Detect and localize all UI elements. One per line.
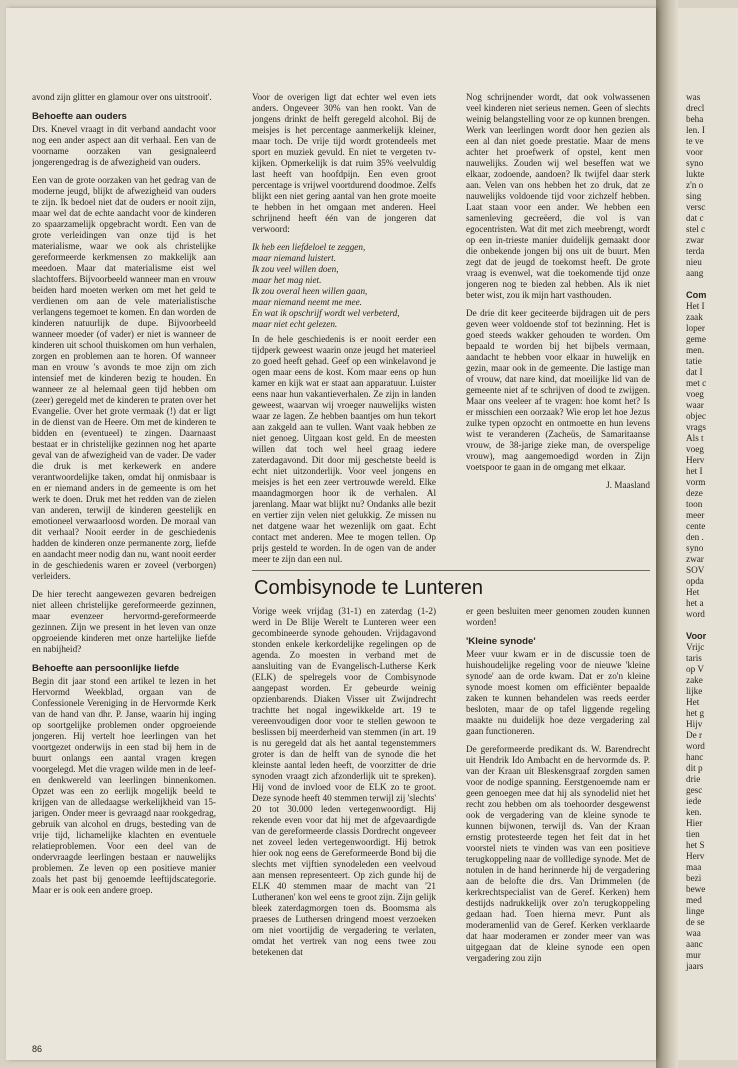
poem-line: Ik heb een liefdeloel te zeggen,: [252, 242, 366, 252]
paragraph: Drs. Knevel vraagt in dit verband aandacht voor nog een ander aspect aan dit verhaal. Een van de voorname oorzaken van gesignaleerd jongerengedrag is de afwezigheid van ouders.: [32, 124, 216, 167]
text-fragment: iede: [686, 796, 702, 806]
article-title: Combisynode te Lunteren: [254, 577, 484, 599]
text-fragment: tatie: [686, 356, 702, 366]
text-fragment: med: [686, 895, 702, 905]
text-fragment: Voor: [686, 631, 707, 641]
text-fragment: voeg: [686, 444, 704, 454]
section-heading: 'Kleine synode': [466, 636, 536, 647]
text-fragment: meer: [686, 510, 705, 520]
text-fragment: word: [686, 609, 705, 619]
text-fragment: deze: [686, 488, 703, 498]
poem-line: maar niemand luistert.: [252, 253, 336, 263]
text-fragment: zwar: [686, 235, 704, 245]
text-fragment: De r: [686, 730, 703, 740]
paragraph: avond zijn glitter en glamour over ons uitstrooit'.: [32, 92, 212, 102]
text-fragment: SOV: [686, 565, 705, 575]
text-fragment: den .: [686, 532, 704, 542]
text-fragment: dit p: [686, 763, 703, 773]
paragraph: er geen besluiten meer genomen zouden kunnen worden!: [466, 606, 650, 627]
text-fragment: jaars: [686, 961, 704, 971]
text-fragment: word: [686, 741, 705, 751]
text-fragment: was: [686, 92, 701, 102]
text-fragment: cente: [686, 521, 706, 531]
text-fragment: terda: [686, 246, 705, 256]
paragraph: Vorige week vrijdag (31-1) en zaterdag (1-2) werd in De Blije Werelt te Lunteren weer een gecombineerde synode gehouden. Vrijdagavond stonden enkele kerkordelijke regelingen op de agenda. Zo moesten in verband met de aansluiting van de Evangelisch-Lutherse Kerk (ELK) de spelregels voor de Combisynode aangepast worden. Er gebeurde weinig opzienbarends. Diaken Visser uit Zwijndrecht trachtte het nogal ingewikkelde art. 19 te vereenvoudigen door voor te stellen gewoon te beslissen bij meerderheid van stemmen (in art. 19 is nu geregeld dat als het aantal tegenstemmers groter is dan de helft van de synode die het kleinste aantal leden heeft, de voorzitter de drie synoden vraagt zich afzonderlijk uit te spreken). Hij vond de invloed voor de ELK zo te groot. Deze synode heeft 40 stemmen terwijl zij 'slechts' 20 tot 30.000 leden vertegenwoordigt. Hij rekende even voor dat hij met de afgevaardigde van de gereformeerde classis Dordrecht ongeveer net zoveel leden vertegenwoordigt. Hij betrok hier ook nog eens de Gereformeerde Bond bij die slechts met vijftien synodeleden een veelvoud aan mensen representeert. Op zich gunde hij de ELK 40 stemmen maar de macht van '21 Lutheranen' kon wel eens te groot zijn. Zijn gelijk bleek zaterdagmorgen toen ds. Boomsma als praeses de Luthersen dringend moest verzoeken om niet voortijdig de vergadering te verlaten, omdat het vertrek van nog eens twee zou betekenen dat: [252, 606, 436, 957]
paragraph: De drie dit keer geciteerde bijdragen uit de pers geven weer voldoende stof tot bezinning. Het is goed steeds wakker gehouden te worden. Om bepaald te worden bij het bijbels vermaan, aandacht te hebben voor elkaar in huwelijk en gezin, maar ook in de gemeente. Die lastige man of vrouw, dat nare kind, dat moeilijke lid van de gemeente niet af te schrijven of dood te zwijgen. Maar ons veeleer af te vragen: hoe komt het? Is er misschien een oorzaak? Wie erop let hoe Jezus zulke typen opzocht en ontmoette en hun levens wist te veranderen (Zacheüs, de Samaritaanse vrouw, de 38-jarige zieke man, de overspelige vrouw), mag aangemoedigd worden in Zijn voetspoor te gaan in de omgang met elkaar.: [466, 308, 650, 472]
text-fragment: toon: [686, 499, 703, 509]
text-fragment: drie: [686, 774, 701, 784]
page-gutter: [656, 0, 678, 1068]
text-fragment: geme: [686, 334, 706, 344]
text-fragment: Vrijc: [686, 642, 705, 652]
text-fragment: stel c: [686, 224, 706, 234]
next-page-text-fragments: [678, 92, 706, 972]
text-fragment: syno: [686, 158, 704, 168]
text-fragment: Als t: [686, 433, 704, 443]
column-1: [32, 92, 216, 992]
text-fragment: gesc: [686, 785, 703, 795]
text-fragment: dat I: [686, 367, 703, 377]
text-fragment: versc: [686, 202, 706, 212]
magazine-page: [6, 8, 656, 1060]
text-fragment: aang: [686, 268, 704, 278]
text-fragment: aanc: [686, 939, 703, 949]
text-fragment: z'n o: [686, 180, 704, 190]
poem-line: Ik zou veel willen doen,: [252, 264, 339, 274]
section-heading: Behoefte aan ouders: [32, 111, 127, 122]
text-fragment: het a: [686, 598, 704, 608]
text-fragment: linge: [686, 906, 705, 916]
text-fragment: drecl: [686, 103, 705, 113]
quoted-poem: [252, 242, 436, 330]
paragraph: De gereformeerde predikant ds. W. Barendrecht uit Hendrik Ido Ambacht en de hervormde ds. P. van der Kraan uit Bleskensgraaf zorgden samen voor de nodige spanning. Eerstgenoemde nam er geen genoegen mee dat hij als synodelid niet het recht zou hebben om als toehoorder desgewenst ook de vergadering van de kleine synode te kunnen bijwonen, terwijl ds. Van der Kraan ernstig protesteerde tegen het feit dat in het voorstel niets te vinden was van een positieve terugkoppeling naar de vollledige synode. Met de notulen in de hand herinnerde hij de vergadering aan de belofte die drs. Van Drimmelen (de kerkrechtspecialist van de Geref. Kerken) hem destijds nadrukkelijk over zo'n terugkoppeling gedaan had. Toen hierna mevr. Punt als moderamenlid van de Geref. Kerken verklaarde dat haar moderamen er zonder meer van was uitgegaan dat de kleine synode een open vergadering zou zijn: [466, 744, 650, 963]
column-2-top: [252, 92, 436, 570]
text-fragment: het g: [686, 708, 705, 718]
text-fragment: nieu: [686, 257, 702, 267]
paragraph: In de hele geschiedenis is er nooit eerder een tijdperk geweest waarin onze jeugd het materieel zo goed heeft gehad. Geef op een winkelavond je ogen maar eens de kost. Kom maar eens op hun kamer en kijk wat er staat aan apparatuur. Luister eens naar hun vakantieverhalen. Ze zijn in landen geweest, waarvan wij vroeger nauwelijks wisten waar ze lagen. Ze hebben baantjes om hun tekort aan zakgeld aan te vullen. Want vaak hebben ze niet genoeg. Uitgaan kost geld. En de meesten willen dat toch wel heel graag iedere zaterdagavond. Dit door mij geschetste beeld is echt niet uitzonderlijk. Voor veel jongens en meisjes is het een zeer vertrouwde wereld. Elke maandagmorgen hoor ik de verhalen. Al jarenlang. Maar wat blijkt nu? Ondanks alle bezit en vertier zijn velen niet gelukkig. Ze missen nu net datgene waar het wezenlijk om gaat. Echt contact met anderen. Mee te mogen tellen. Op prijs gesteld te worden. In de ogen van de ander meer te zijn dan een nul.: [252, 334, 436, 564]
paragraph: Meer vuur kwam er in de discussie toen de huishoudelijke regeling voor de nieuwe 'kleine synode' aan de orde kwam. Dat er zo'n kleine synode moest komen om efficiënter bepaalde zaken te kunnen behandelen was reeds eerder besloten, maar de op tafel liggende regeling maakte nu duidelijk hoe deze vergadering zal gaan functioneren.: [466, 649, 650, 736]
text-fragment: waar: [686, 400, 704, 410]
text-fragment: vrags: [686, 422, 706, 432]
poem-line: maar het mag niet.: [252, 275, 322, 285]
text-fragment: de se: [686, 917, 705, 927]
text-fragment: met c: [686, 378, 707, 388]
text-fragment: Hijv: [686, 719, 703, 729]
text-fragment: vorm: [686, 477, 706, 487]
article-divider: [252, 570, 650, 571]
text-fragment: bezi: [686, 873, 702, 883]
text-fragment: dat c: [686, 213, 704, 223]
text-fragment: bewe: [686, 884, 706, 894]
text-fragment: Com: [686, 290, 707, 300]
text-fragment: maa: [686, 862, 702, 872]
article2-column-2: [466, 606, 650, 1056]
text-fragment: Het: [686, 697, 700, 707]
poem-line: maar niemand neemt me mee.: [252, 297, 362, 307]
page-number: 86: [32, 1044, 43, 1054]
paragraph: De hier terecht aangewezen gevaren bedreigen niet alleen christelijke gereformeerde gezinnen, maar evenzeer hervormd-gereformeerde gezinnen. Zijn we present in het leven van onze opgroeiende kinderen met onze hartelijke liefde en nabijheid?: [32, 589, 216, 654]
text-fragment: [686, 279, 706, 290]
text-fragment: zake: [686, 675, 703, 685]
text-fragment: sing: [686, 191, 702, 201]
text-fragment: tien: [686, 829, 700, 839]
paragraph: Een van de grote oorzaken van het gedrag van de moderne jeugd, blijkt de afwezigheid van ouders te zijn. Ik bedoel niet dat de ouders er nooit zijn, maar wel dat de echte aandacht voor de kinderen zo spaarzamelijk opgebracht wordt. Een van de grote verleidingen van onze tijd is het materialisme, waar we ook als christelijke gereformeerde kerkmensen zo makkelijk aan meedoen. Maar dat materialisme eist wel slachtoffers. Bijvoorbeeld wanneer man en vrouw beiden hard moeten werken om met het geld te verdienen om aan de vele materialistische verlangens tegemoet te komen. En dan worden de kinderen natuurlijk de dupe. Bijvoorbeeld wanneer moeder (of vader) er niet is wanneer de kinderen uit school thuiskomen om hun verhalen, zorgen en problemen aan te horen. Of wanneer man en vrouw 's avonds te moe zijn om zich intensief met de kinderen bezig te houden. En wanneer ze al helemaal geen tijd hebben om (zeer) geregeld met de kinderen te praten over het Evangelie. Over het grote vermaak (!) dat er ligt in de dienst van de Heere. Om met de kinderen te bidden en (eventueel) te zingen. Daarnaast bestaat er in christelijke gezinnen nog het aparte geval van de afwezigheid van de vader. De vader die druk is met kerkewerk en andere verantwoordelijke taken, omdat hij onmisbaar is en er niemand anders in de gemeente is om het werk te doen. Druk met het redden van de zielen van anderen, terwijl de kinderen geestelijk en emotioneel verwaarloosd worden. De moraal van dit verhaal? Nooit eerder in de geschiedenis hadden de kinderen onze permanente zorg, liefde en aandacht meer nodig dan nu, want nooit eerder in de geschiedenis waren er zoveel (verborgen) verleiders.: [32, 175, 216, 581]
text-fragment: objec: [686, 411, 706, 421]
text-fragment: Herv: [686, 851, 705, 861]
paragraph: Nog schrijnender wordt, dat ook volwassenen veel kinderen niet serieus nemen. Geen of slechts weinig belangstelling voor ze op kunnen brengen. Werk van leerlingen wordt door hen gezien als een al dan niet goede prestatie. Maar de mens achter het proefwerk of opstel, kent men nauwelijks. Zouden wij wel beseffen wat we elkaar, zodoende, aandoen? Ik twijfel daar sterk aan. Velen van ons hebben het zo druk, dat ze nauwelijks voldoende tijd voor zichzelf hebben. Laat staan voor een ander. We hebben een samenleving gecreëerd, die vol is van egocentristen. Wat dit met zich meebrengt, wordt op een in-trieste manier duidelijk gemaakt door die onbekende jongen bij ons uit de buurt. Men zegt dat de jeugd de toekomst heeft. De grote vraag is evenwel, wat die toekomende tijd onze jongeren nog te bieden zal hebben. Als ik niet beter wist, zou ik mijn hart vasthouden.: [466, 92, 650, 300]
text-fragment: voor: [686, 147, 703, 157]
text-fragment: op V: [686, 664, 704, 674]
article2-column-1: [252, 606, 436, 1056]
text-fragment: hanc: [686, 752, 704, 762]
author-signature: J. Maasland: [606, 480, 650, 490]
text-fragment: ken.: [686, 807, 702, 817]
poem-line: Ik zou overal heen willen gaan,: [252, 286, 368, 296]
text-fragment: opda: [686, 576, 704, 586]
text-fragment: zaak: [686, 312, 703, 322]
text-fragment: len. I: [686, 125, 705, 135]
text-fragment: syno: [686, 543, 704, 553]
poem-line: En wat ik opschrijf wordt wel verbeterd,: [252, 308, 400, 318]
text-fragment: waa: [686, 928, 701, 938]
text-fragment: het I: [686, 466, 703, 476]
text-fragment: men.: [686, 345, 705, 355]
text-fragment: lijke: [686, 686, 703, 696]
text-fragment: voeg: [686, 389, 704, 399]
section-heading: Behoefte aan persoonlijke liefde: [32, 663, 180, 674]
text-fragment: taris: [686, 653, 702, 663]
poem-line: maar niet echt gelezen.: [252, 319, 338, 329]
text-fragment: het S: [686, 840, 705, 850]
text-fragment: Het I: [686, 301, 705, 311]
text-fragment: lukte: [686, 169, 705, 179]
text-fragment: beha: [686, 114, 704, 124]
text-fragment: Hier: [686, 818, 703, 828]
column-3-top: [466, 92, 650, 552]
text-fragment: loper: [686, 323, 705, 333]
text-fragment: Herv: [686, 455, 705, 465]
paragraph: Begin dit jaar stond een artikel te lezen in het Hervormd Weekblad, orgaan van de Confessionele Vereniging in de Hervormde Kerk van de hand van dhr. P. Janse, waarin hij inging op soortgelijke problemen onder opgroeiende jongeren. Hij vertelt hoe leerlingen van het voortgezet onderwijs in een stad bij hem in de buurt onlangs een aantal vragen kregen voorgelegd. Met die vragen wilde men in de leef- en denkwereld van leerlingen binnenkomen. Opzet was een zo eerlijk mogelijk beeld te krijgen van de alledaagse werkelijkheid van 15-jarigen. Onder meer is gevraagd naar rookgedrag, gebruik van alcohol en drugs, besteding van de vrije tijd, lichamelijke klachten en eventuele relatieproblemen. Voor een deel van de ondervraagde leerlingen bestaan er nauwelijks problemen. Ze leven op een positieve manier zoals het past bij genoemde leeftijdscategorie. Maar er is ook een andere groep.: [32, 676, 216, 895]
next-page-edge: [678, 8, 738, 1060]
paragraph: Voor de overigen ligt dat echter wel even iets anders. Ongeveer 30% van hen rookt. Van de jongens drinkt de helft geregeld alcohol. Bij de meisjes is het percentage aanmerkelijk kleiner, maar toch. De vrije tijd wordt grotendeels met sport en muziek gevuld. En niet te vergeten tv-kijken. Opmerkelijk is dat ruim 35% veelvuldig last heeft van hoofdpijn. Een even groot percentage is vrijwel voortdurend doodmoe. Zelfs blijkt een niet gering aantal van hen grote moeite te hebben in het omgaan met anderen. Heel schrijnend heeft één van de jongeren dat verwoord:: [252, 92, 436, 234]
text-fragment: [686, 620, 706, 631]
text-fragment: zwar: [686, 554, 704, 564]
text-fragment: mur: [686, 950, 701, 960]
text-fragment: Het: [686, 587, 700, 597]
text-fragment: te ve: [686, 136, 704, 146]
